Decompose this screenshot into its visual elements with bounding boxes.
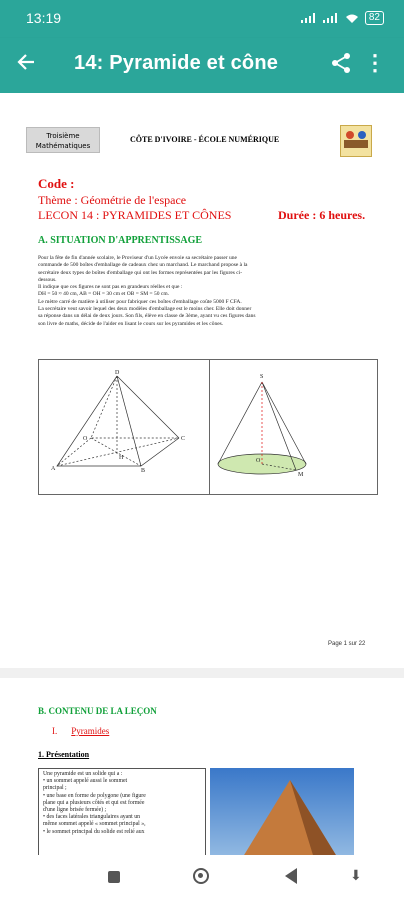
header-class-box: Troisième Mathématiques xyxy=(26,127,100,153)
svg-text:D: D xyxy=(115,370,120,376)
system-nav-bar xyxy=(0,855,404,900)
status-time: 13:19 xyxy=(26,10,62,26)
svg-text:M: M xyxy=(298,472,304,478)
svg-text:H: H xyxy=(119,455,124,461)
status-bar xyxy=(0,0,404,38)
status-icons xyxy=(301,11,384,25)
back-button[interactable] xyxy=(285,868,297,884)
pdf-page-2 xyxy=(0,678,404,855)
wifi-icon xyxy=(345,13,359,23)
signal-icon xyxy=(301,13,317,23)
situation-paragraph: Pour la fête de fin d'année scolaire, le Proviseur d'un Lycée envoie sa secrétaire passer une commande de 500 boîtes d'emballage de cadeaux chez un marchand. Le marchand propose à la secrétaire deux types de boîtes d'emballage qui ont les formes représentées par les figures ci- dessous. Il indique que ces figures ne sont pas en grandeurs réelles et que : DH = 50 ≈ 40 cm, AB = OH = 30 cm et OB = SM = 50 cm. Le mètre carré de matière à utiliser pour fabriquer ces boîtes d'emballage coûte 5000 F CFA. La secrétaire veut savoir lequel des deux modèles d'emballage est le moins cher. Elle doit donner sa réponse dans un délai de deux jours. Son fils, élève en classe de 3ème, ayant vu ces figures dans son livre de maths, décide de l'aider en lisant le cours sur les pyramides et les cônes. xyxy=(38,255,256,327)
header-title: CÔTE D'IVOIRE - ÉCOLE NUMÉRIQUE xyxy=(130,135,280,144)
subsection-title: I. Pyramides xyxy=(52,726,110,736)
page-number: Page 1 sur 22 xyxy=(328,641,366,647)
section-b-title: B. CONTENU DE LA LEÇON xyxy=(38,706,157,716)
cone-figure xyxy=(210,360,378,494)
pdf-viewer[interactable] xyxy=(0,93,404,855)
svg-text:S: S xyxy=(260,374,264,380)
page-title: 14: Pyramide et cône xyxy=(74,52,279,74)
lesson-title: LECON 14 : PYRAMIDES ET CÔNES xyxy=(38,208,232,222)
svg-text:B: B xyxy=(141,468,146,474)
signal-icon xyxy=(323,13,339,23)
svg-text:O: O xyxy=(83,436,88,442)
battery-icon: 82 xyxy=(365,11,384,25)
share-icon[interactable] xyxy=(330,52,352,79)
pdf-page-1 xyxy=(0,93,404,668)
svg-text:A: A xyxy=(51,466,56,472)
recents-button[interactable] xyxy=(108,871,120,883)
home-button[interactable] xyxy=(193,868,209,884)
section-a-title: A. SITUATION D'APPRENTISSAGE xyxy=(38,235,203,246)
arrow-left-icon[interactable] xyxy=(16,52,36,78)
pyramid-photo xyxy=(210,768,354,855)
presentation-heading: 1. Présentation xyxy=(38,750,90,759)
accessibility-icon[interactable]: ⬇ xyxy=(350,867,362,883)
pyramid-figure xyxy=(39,360,209,494)
pyramid-definition-box: Une pyramide est un solide qui a : • un sommet appelé aussi le sommet principal ; • une base en forme de polygone (une figure plane qui a plusieurs côtés et qui est formée d'une ligne brisée fermée) ; • des faces latérales triangulaires ayant un même sommet appelé « sommet principal », • le sommet principal du solide est relié aux xyxy=(38,768,206,855)
svg-text:C: C xyxy=(181,436,186,442)
duration-label: Durée : 6 heures. xyxy=(278,208,366,222)
code-label: Code : xyxy=(38,176,75,191)
svg-text:O: O xyxy=(256,458,261,464)
school-logo xyxy=(340,125,372,157)
more-vert-icon[interactable]: ⋮ xyxy=(364,50,386,75)
theme-label: Thème : Géométrie de l'espace xyxy=(38,193,187,207)
app-bar xyxy=(0,38,404,93)
figures-box xyxy=(38,359,378,495)
